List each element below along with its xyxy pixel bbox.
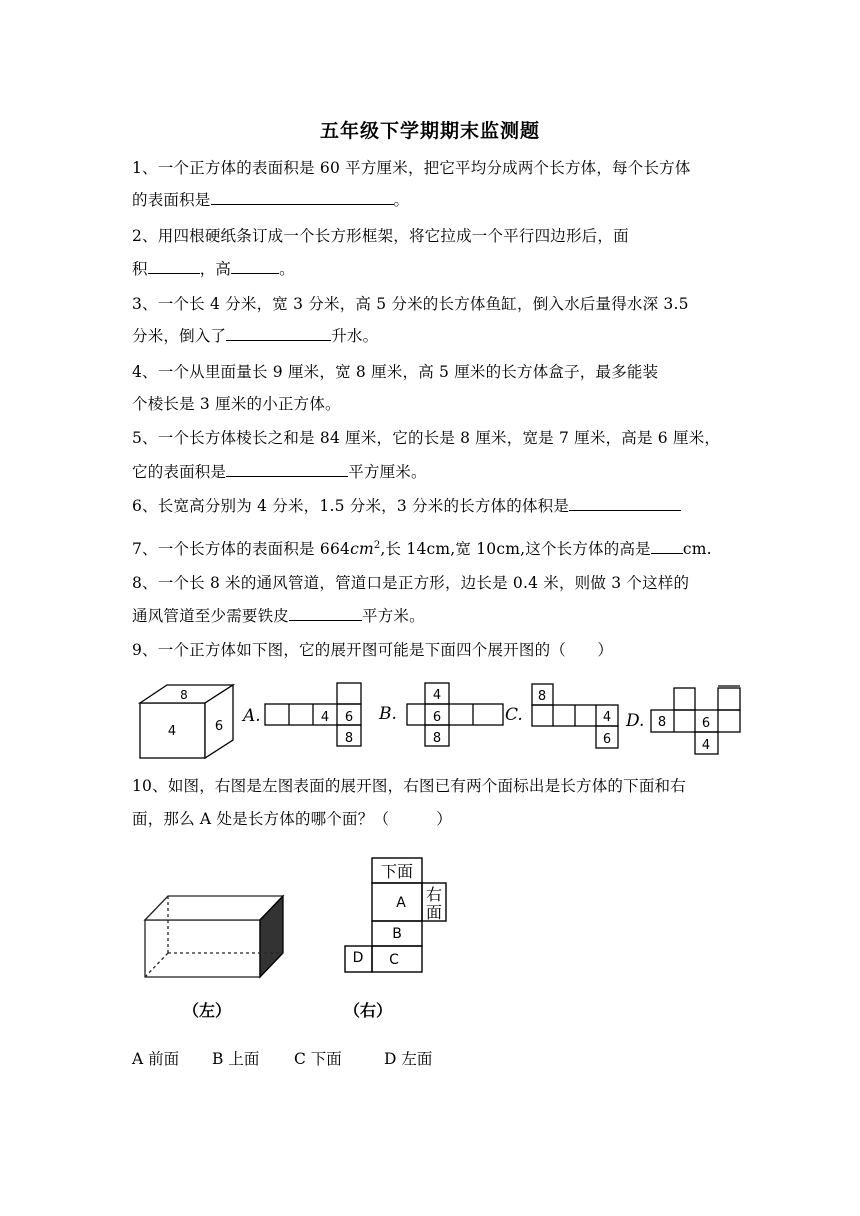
net-d-8: 8 — [657, 715, 667, 730]
q5-answer-blank[interactable] — [226, 462, 348, 477]
q7-line — [132, 536, 712, 559]
net-b — [407, 683, 503, 746]
q1-line2 — [132, 190, 409, 210]
q5-text: 它的表面积是 — [132, 463, 227, 481]
q3-end: 升水。 — [331, 327, 379, 345]
net-face-c: C — [389, 952, 399, 968]
q5-line2 — [132, 462, 427, 482]
net-c-4: 4 — [602, 710, 612, 725]
net-b-4: 4 — [432, 688, 442, 703]
q2-text-b: ，高 — [199, 260, 232, 278]
q3-text: 分米，倒入了 — [132, 327, 227, 345]
q9-line: 9、一个正方体如下图，它的展开图可能是下面四个展开图的（ ） — [132, 641, 614, 659]
net-bottom-face: 下面 — [380, 862, 414, 881]
net-face-b: B — [392, 926, 402, 942]
q8-text: 通风管道至少需要铁皮 — [132, 607, 290, 625]
option-front[interactable]: A 前面 — [132, 1050, 180, 1068]
q4-line1: 4、一个从里面量长 9 厘米，宽 8 厘米，高 5 厘米的长方体盒子，最多能装 — [132, 363, 659, 381]
q6-line — [132, 496, 681, 516]
q10-line1: 10、如图，右图是左图表面的展开图，右图已有两个面标出是长方体的下面和右 — [132, 777, 686, 795]
q2-text-a: 积 — [132, 260, 148, 278]
q3-line1: 3、一个长 4 分米，宽 3 分米，高 5 分米的长方体鱼缸，倒入水后量得水深 3.5 — [132, 295, 689, 313]
cube-right-number: 6 — [214, 719, 224, 734]
net-a-4: 4 — [320, 710, 330, 725]
option-b-label: B. — [379, 704, 397, 724]
net-b-6: 6 — [432, 710, 442, 725]
q7-unit: cm — [350, 540, 374, 559]
q7-text-a: 7、一个长方体的表面积是 664 — [132, 540, 351, 559]
q5-end: 平方厘米。 — [348, 463, 427, 481]
q10-line2: 面，那么 A 处是长方体的哪个面？（ ） — [132, 810, 452, 828]
q6-text: 6、长宽高分别为 4 分米，1.5 分米，3 分米的长方体的体积是 — [132, 497, 570, 515]
option-left[interactable]: D 左面 — [384, 1050, 433, 1068]
q8-answer-blank[interactable] — [289, 606, 362, 621]
q6-answer-blank[interactable] — [569, 496, 681, 511]
q2-end: 。 — [279, 260, 295, 278]
q7-sup: 2 — [373, 540, 381, 551]
cube-front-number: 4 — [167, 724, 177, 739]
q2-height-blank[interactable] — [231, 259, 279, 274]
q2-area-blank[interactable] — [148, 259, 200, 274]
option-d-label: D. — [626, 711, 645, 731]
q1-line1: 1、一个正方体的表面积是 60 平方厘米，把它平均分成两个长方体，每个长方体 — [132, 159, 691, 177]
option-bottom[interactable]: C 下面 — [294, 1050, 342, 1068]
q5-line1: 5、一个长方体棱长之和是 84 厘米，它的长是 8 厘米，宽是 7 厘米，高是 6 厘米， — [132, 429, 721, 447]
q3-line2 — [132, 326, 378, 346]
left-caption: （左） — [182, 1001, 232, 1020]
option-top[interactable]: B 上面 — [212, 1050, 260, 1068]
q1-end: 。 — [393, 191, 410, 209]
q3-answer-blank[interactable] — [226, 326, 331, 341]
option-c-label: C. — [505, 705, 523, 725]
net-face-d: D — [352, 950, 364, 966]
net-d-4: 4 — [701, 738, 711, 753]
page-title: 五年级下学期期末监测题 — [319, 120, 540, 142]
q7-text-b: ,长 14cm,宽 10cm,这个长方体的高是 — [380, 540, 651, 559]
net-c-6: 6 — [602, 732, 612, 747]
q9-figure — [0, 676, 860, 766]
net-b-8: 8 — [432, 731, 442, 746]
q10-figure — [0, 850, 860, 1030]
q4-line2: 个棱长是 3 厘米的小正方体。 — [132, 395, 341, 413]
net-face-a: A — [396, 895, 406, 911]
net-a-6: 6 — [344, 710, 354, 725]
right-caption: （右） — [343, 1001, 393, 1020]
q8-line2 — [132, 606, 425, 626]
q7-end: cm. — [682, 540, 712, 559]
q2-line2 — [132, 259, 295, 279]
q8-line1: 8、一个长 8 米的通风管道，管道口是正方形，边长是 0.4 米，则做 3 个这样的 — [132, 574, 690, 592]
cube-top-number: 8 — [180, 688, 188, 702]
net-a-8: 8 — [344, 731, 354, 746]
option-a-label: A. — [243, 706, 261, 726]
net-right-face-1: 右 — [425, 885, 443, 904]
q1-answer-blank[interactable] — [211, 190, 394, 205]
q1-text: 的表面积是 — [132, 191, 211, 209]
q8-end: 平方米。 — [362, 607, 425, 625]
q7-answer-blank[interactable] — [651, 539, 683, 554]
box-drawing — [145, 896, 283, 977]
q10-options — [132, 1047, 432, 1069]
net-right-face-2: 面 — [425, 903, 443, 922]
q2-line1: 2、用四根硬纸条订成一个长方形框架，将它拉成一个平行四边形后，面 — [132, 227, 629, 245]
net-d-6: 6 — [701, 716, 711, 731]
net-c-8: 8 — [537, 689, 547, 704]
